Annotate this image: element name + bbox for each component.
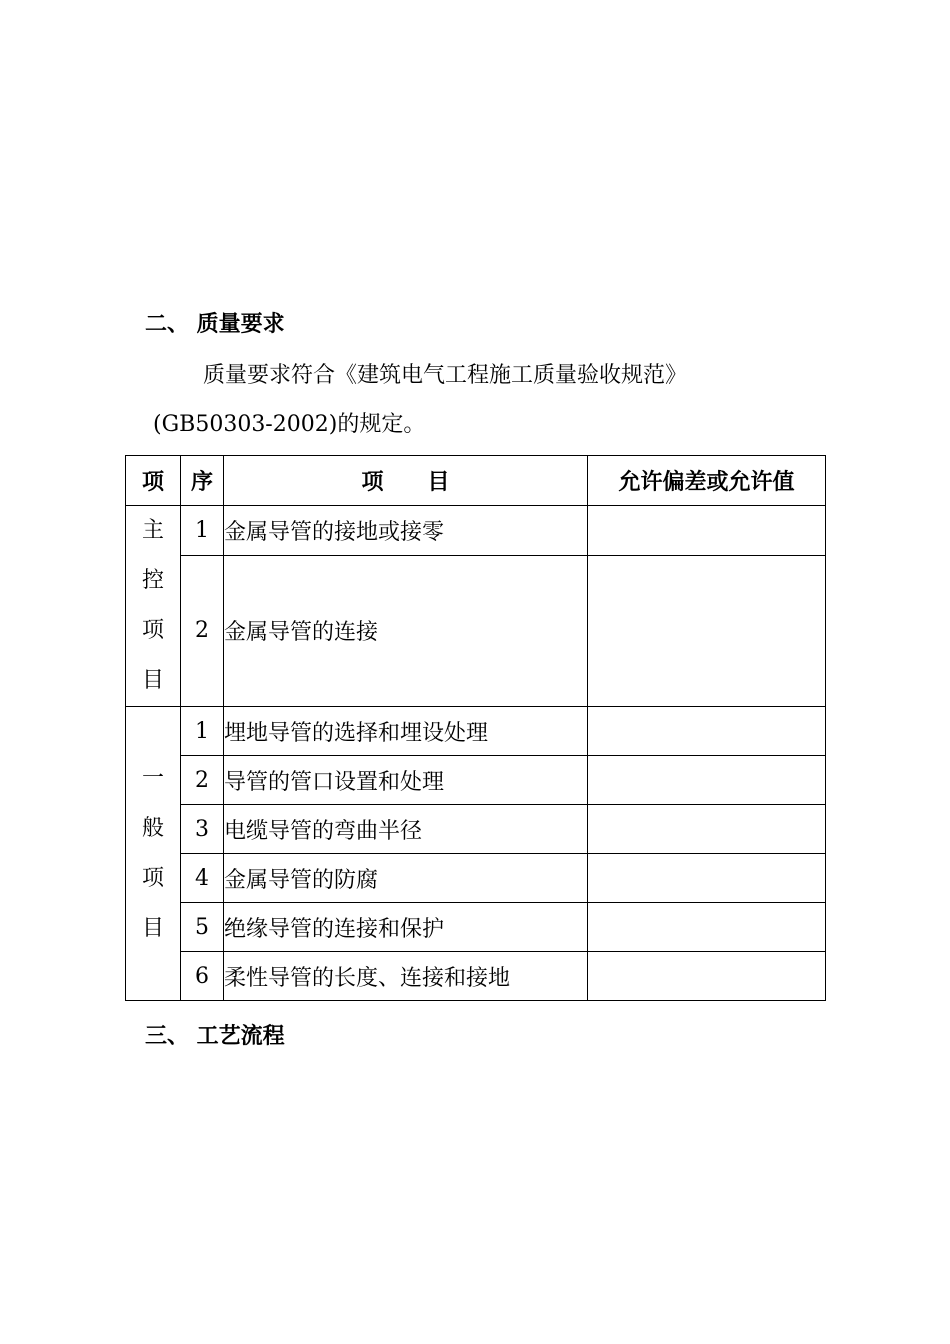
section-heading-quality-requirements: 二、 质量要求 (145, 312, 285, 337)
quality-requirements-table (125, 455, 826, 1001)
table-row (126, 903, 826, 952)
table-row (126, 805, 826, 854)
row-tolerance (588, 903, 826, 952)
row-item: 绝缘导管的连接和保护 (224, 903, 588, 952)
row-tolerance (588, 805, 826, 854)
table-row (126, 506, 826, 556)
table-row (126, 756, 826, 805)
row-item: 金属导管的接地或接零 (224, 506, 588, 556)
row-item: 埋地导管的选择和埋设处理 (224, 707, 588, 756)
row-seq: 2 (181, 756, 224, 805)
row-seq: 4 (181, 854, 224, 903)
header-item: 项 目 (224, 456, 588, 506)
table-row (126, 952, 826, 1001)
row-tolerance (588, 707, 826, 756)
row-seq: 1 (181, 506, 224, 556)
table-header-row (126, 456, 826, 506)
row-tolerance (588, 506, 826, 556)
row-item: 电缆导管的弯曲半径 (224, 805, 588, 854)
row-tolerance (588, 952, 826, 1001)
row-item: 柔性导管的长度、连接和接地 (224, 952, 588, 1001)
row-seq: 3 (181, 805, 224, 854)
table-row (126, 707, 826, 756)
table-row (126, 555, 826, 706)
row-item: 导管的管口设置和处理 (224, 756, 588, 805)
group-label-general: 一般项目 (126, 707, 181, 1001)
row-seq: 1 (181, 707, 224, 756)
paragraph-line-1: 质量要求符合《建筑电气工程施工质量验收规范》 (203, 363, 688, 388)
group-label-main-control: 主控项目 (126, 506, 181, 707)
row-item: 金属导管的防腐 (224, 854, 588, 903)
row-tolerance (588, 756, 826, 805)
row-tolerance (588, 854, 826, 903)
row-tolerance (588, 555, 826, 706)
row-seq: 5 (181, 903, 224, 952)
header-tolerance: 允许偏差或允许值 (588, 456, 826, 506)
section-heading-process-flow: 三、 工艺流程 (145, 1024, 285, 1049)
paragraph-line-2: (GB50303-2002)的规定。 (153, 412, 426, 437)
row-seq: 2 (181, 555, 224, 706)
row-item: 金属导管的连接 (224, 555, 588, 706)
header-seq: 序 (181, 456, 224, 506)
header-group: 项 (126, 456, 181, 506)
row-seq: 6 (181, 952, 224, 1001)
table-row (126, 854, 826, 903)
